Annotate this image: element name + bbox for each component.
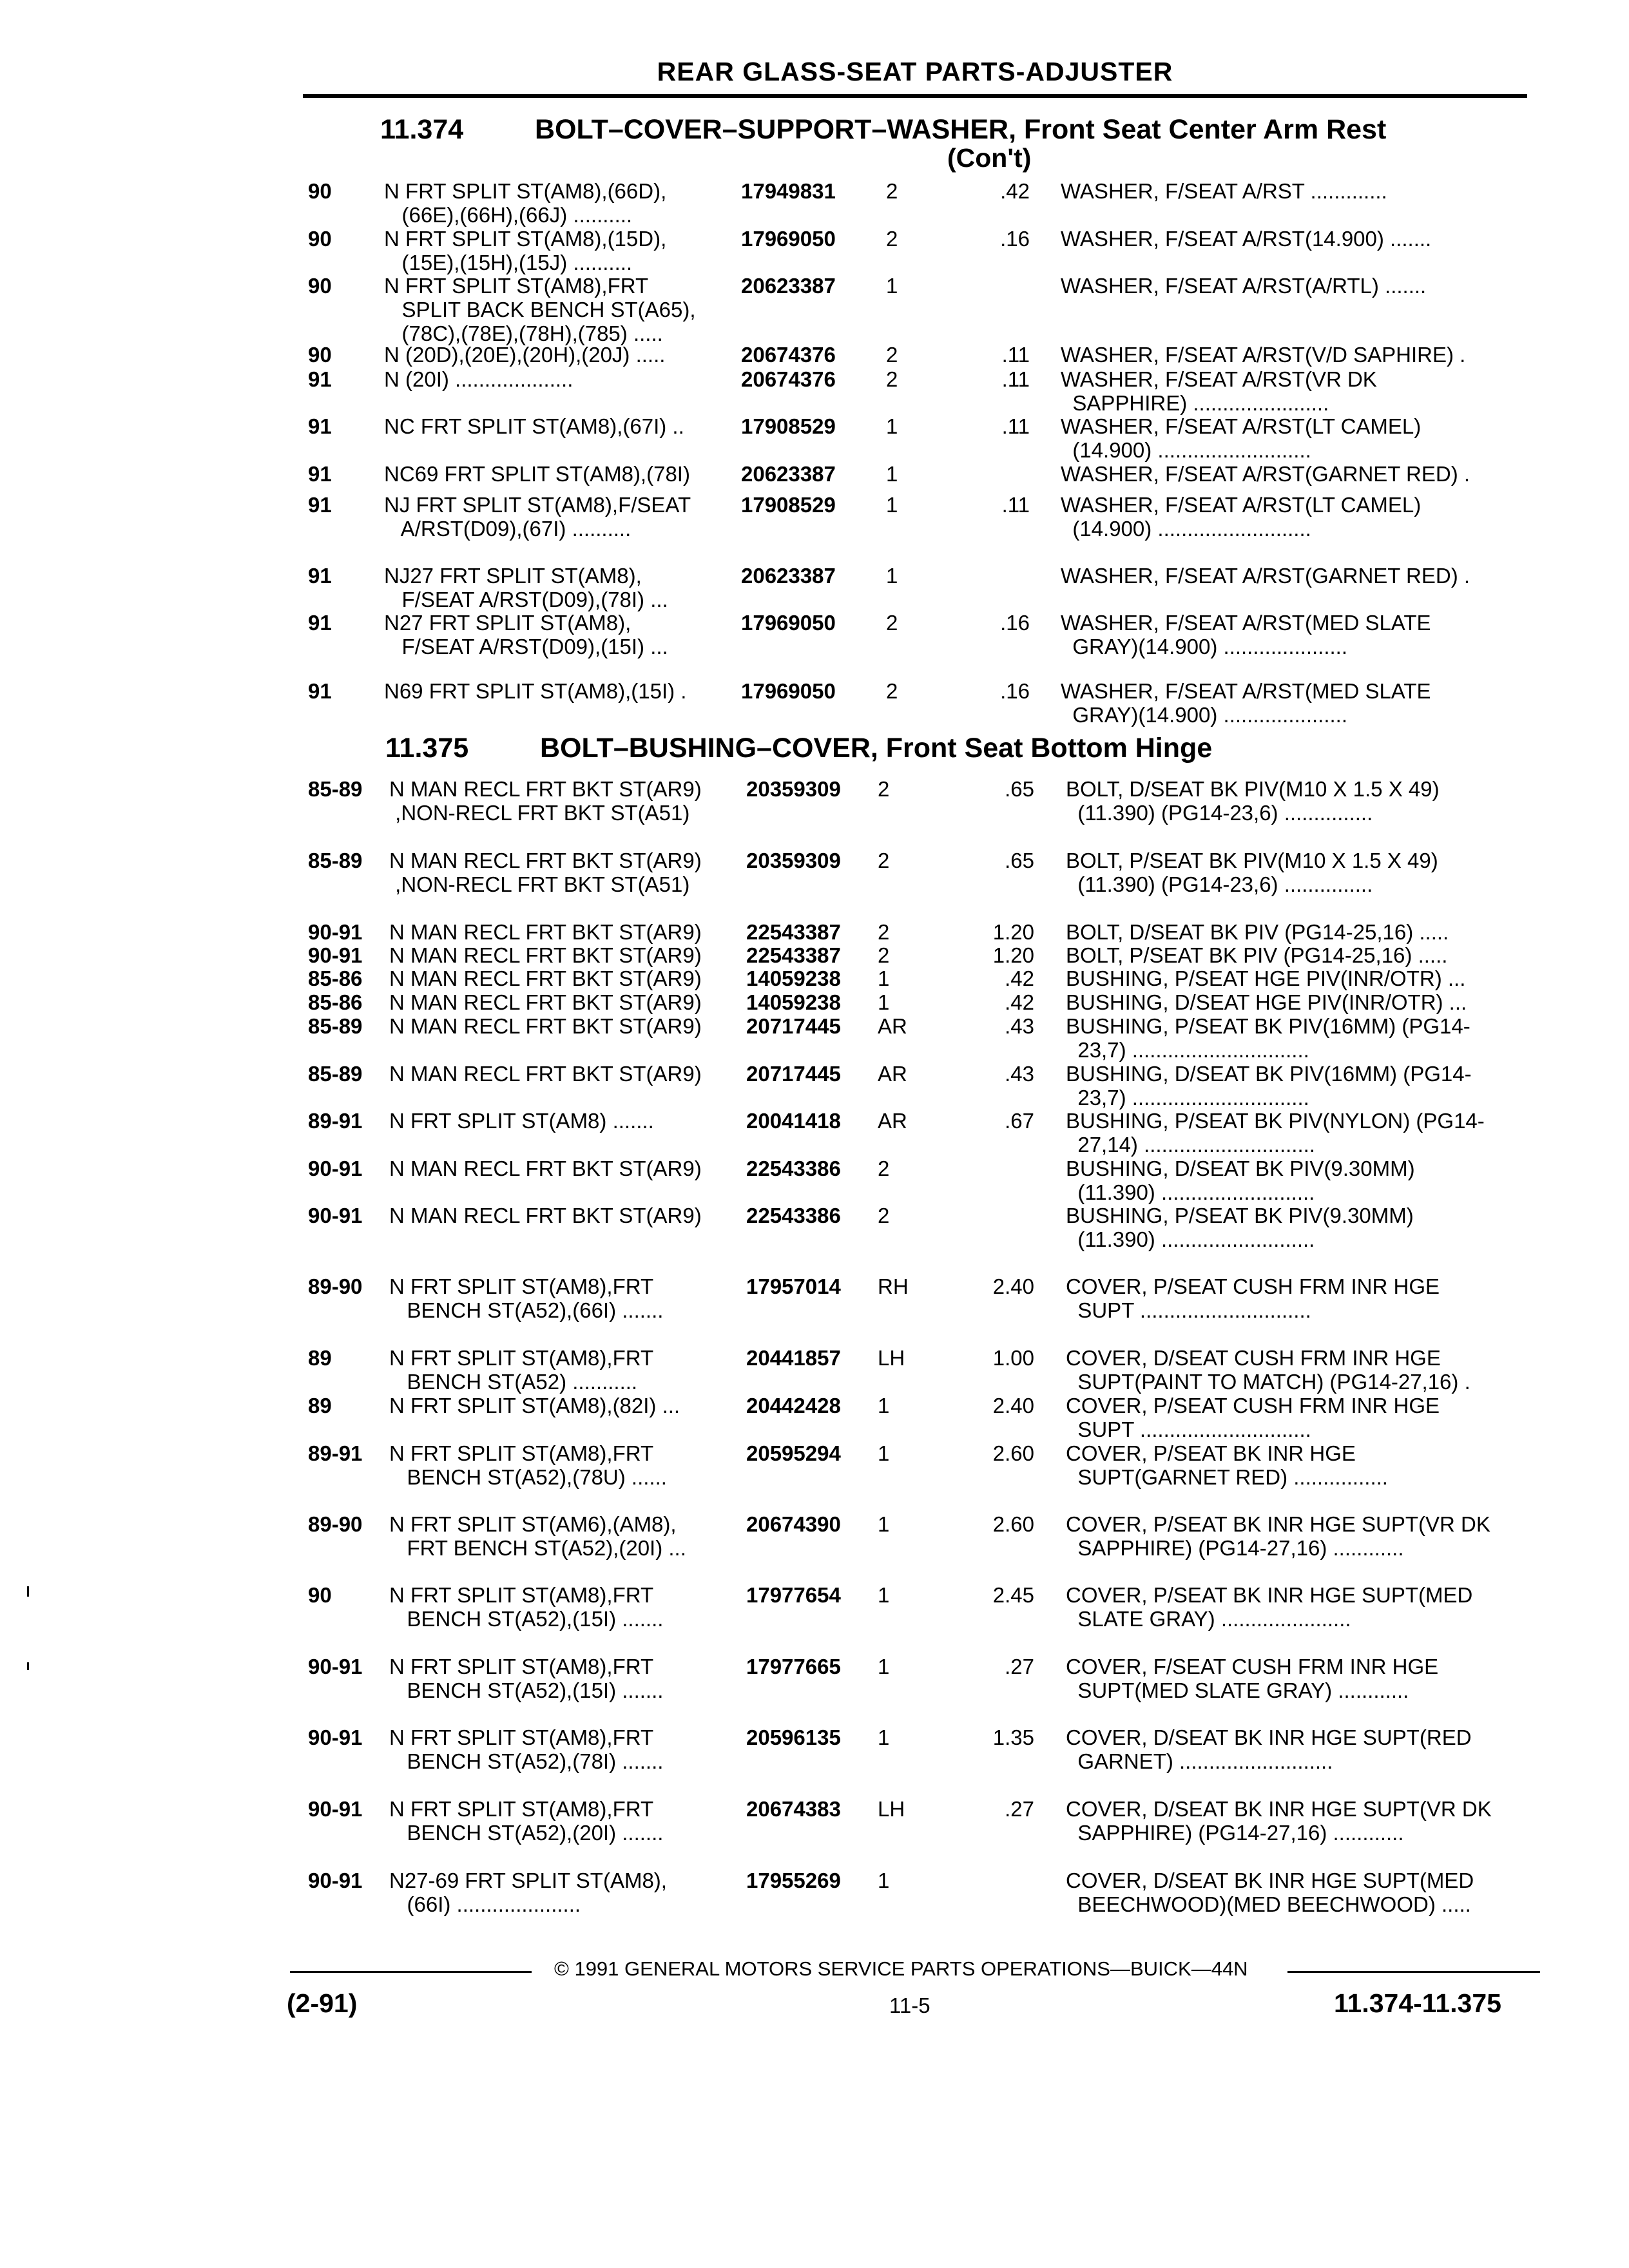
part-description: COVER, D/SEAT BK INR HGE SUPT(MED BEECHWOOD)(MED BEECHWOOD) .....: [1066, 1869, 1474, 1916]
quantity: 2: [878, 1157, 890, 1180]
quantity: 1: [878, 1869, 890, 1892]
part-description: WASHER, F/SEAT A/RST(MED SLATE GRAY)(14.900) .....................: [1061, 679, 1431, 727]
model-description: N FRT SPLIT ST(AM8),FRT BENCH ST(A52),(15I) .......: [389, 1655, 664, 1702]
part-description: WASHER, F/SEAT A/RST(LT CAMEL) (14.900) ..........................: [1061, 493, 1422, 541]
quantity: 1: [886, 414, 898, 438]
model-description: NJ FRT SPLIT ST(AM8),F/SEAT A/RST(D09),(67I) ..........: [384, 493, 691, 541]
unit-price: .27: [1005, 1797, 1034, 1821]
quantity: 2: [886, 679, 898, 703]
part-description: BUSHING, P/SEAT BK PIV(16MM) (PG14- 23,7) ..............................: [1066, 1014, 1470, 1062]
section-number: 11.375: [385, 733, 469, 764]
part-description: BOLT, P/SEAT BK PIV(M10 X 1.5 X 49) (11.390) (PG14-23,6) ...............: [1066, 849, 1438, 896]
part-description: COVER, P/SEAT BK INR HGE SUPT(VR DK SAPPHIRE) (PG14-27,16) ............: [1066, 1512, 1490, 1560]
unit-price: 1.20: [992, 920, 1034, 944]
model-description: N MAN RECL FRT BKT ST(AR9): [389, 1014, 702, 1038]
part-description: WASHER, F/SEAT A/RST(GARNET RED) .: [1061, 462, 1470, 486]
unit-price: .16: [1000, 227, 1030, 251]
model-description: N FRT SPLIT ST(AM8),FRT BENCH ST(A52),(66I) .......: [389, 1274, 664, 1322]
unit-price: 2.60: [992, 1441, 1034, 1465]
part-number: 17908529: [741, 414, 836, 438]
footer-rule-left: [290, 1971, 532, 1973]
model-year: 90-91: [308, 1655, 363, 1678]
quantity: 2: [886, 343, 898, 367]
part-description: COVER, F/SEAT CUSH FRM INR HGE SUPT(MED SLATE GRAY) ............: [1066, 1655, 1439, 1702]
quantity: 1: [878, 1725, 890, 1749]
model-description: N MAN RECL FRT BKT ST(AR9): [389, 966, 702, 990]
part-description: WASHER, F/SEAT A/RST(GARNET RED) .: [1061, 564, 1470, 588]
unit-price: .16: [1000, 679, 1030, 703]
quantity: 1: [878, 990, 890, 1014]
unit-price: .11: [1001, 367, 1030, 391]
model-year: 90: [308, 179, 332, 203]
part-description: COVER, P/SEAT BK INR HGE SUPT(GARNET RED) ................: [1066, 1441, 1388, 1489]
quantity: LH: [878, 1797, 905, 1821]
part-number: 17977665: [746, 1655, 841, 1678]
part-number: 14059238: [746, 990, 841, 1014]
model-year: 90: [308, 274, 332, 298]
part-number: 20674383: [746, 1797, 841, 1821]
part-description: COVER, P/SEAT CUSH FRM INR HGE SUPT .............................: [1066, 1394, 1440, 1441]
part-number: 20596135: [746, 1725, 841, 1749]
quantity: 1: [886, 274, 898, 298]
header-rule: [303, 94, 1527, 98]
part-number: 20442428: [746, 1394, 841, 1418]
model-description: N FRT SPLIT ST(AM8),FRT BENCH ST(A52),(78I) .......: [389, 1725, 664, 1773]
part-description: BOLT, D/SEAT BK PIV (PG14-25,16) .....: [1066, 920, 1449, 944]
model-description: N FRT SPLIT ST(AM8),FRT SPLIT BACK BENCH ST(A65), (78C),(78E),(78H),(785) .....: [384, 274, 696, 345]
part-number: 20717445: [746, 1062, 841, 1086]
model-description: N MAN RECL FRT BKT ST(AR9): [389, 990, 702, 1014]
part-description: WASHER, F/SEAT A/RST(V/D SAPHIRE) .: [1061, 343, 1466, 367]
section-subtitle: (Con't): [947, 143, 1032, 173]
model-year: 91: [308, 462, 332, 486]
model-year: 85-89: [308, 777, 363, 801]
model-description: N FRT SPLIT ST(AM6),(AM8), FRT BENCH ST(A52),(20I) ...: [389, 1512, 686, 1560]
part-number: 17969050: [741, 679, 836, 703]
model-year: 91: [308, 367, 332, 391]
part-number: 20623387: [741, 462, 836, 486]
model-year: 85-89: [308, 849, 363, 872]
quantity: 2: [878, 943, 890, 967]
unit-price: 2.40: [992, 1274, 1034, 1298]
part-number: 17957014: [746, 1274, 841, 1298]
part-number: 22543387: [746, 943, 841, 967]
unit-price: .43: [1005, 1014, 1034, 1038]
model-description: N27-69 FRT SPLIT ST(AM8), (66I) .....................: [389, 1869, 667, 1916]
unit-price: .11: [1001, 343, 1030, 367]
unit-price: .43: [1005, 1062, 1034, 1086]
quantity: 1: [878, 1441, 890, 1465]
unit-price: 1.00: [992, 1346, 1034, 1370]
model-description: NJ27 FRT SPLIT ST(AM8), F/SEAT A/RST(D09),(78I) ...: [384, 564, 668, 611]
page-header: REAR GLASS-SEAT PARTS-ADJUSTER: [657, 57, 1173, 86]
model-year: 85-86: [308, 990, 363, 1014]
model-year: 85-89: [308, 1014, 363, 1038]
model-description: N69 FRT SPLIT ST(AM8),(15I) .: [384, 679, 687, 703]
model-year: 89-91: [308, 1441, 363, 1465]
footer-page-number: 11-5: [889, 1994, 930, 2017]
model-description: N MAN RECL FRT BKT ST(AR9): [389, 1157, 702, 1180]
quantity: 1: [878, 1583, 890, 1607]
part-description: COVER, D/SEAT CUSH FRM INR HGE SUPT(PAINT TO MATCH) (PG14-27,16) .: [1066, 1346, 1470, 1394]
part-number: 20674376: [741, 343, 836, 367]
quantity: 1: [878, 1394, 890, 1418]
part-number: 17969050: [741, 611, 836, 635]
model-description: N MAN RECL FRT BKT ST(AR9): [389, 1062, 702, 1086]
quantity: 1: [886, 493, 898, 517]
footer-section-range: 11.374-11.375: [1334, 1988, 1501, 2018]
model-year: 90: [308, 343, 332, 367]
part-description: WASHER, F/SEAT A/RST(LT CAMEL) (14.900) ..........................: [1061, 414, 1422, 462]
part-number: 17977654: [746, 1583, 841, 1607]
unit-price: 2.60: [992, 1512, 1034, 1536]
part-description: BUSHING, P/SEAT BK PIV(9.30MM) (11.390) ..........................: [1066, 1204, 1414, 1251]
part-description: BUSHING, P/SEAT HGE PIV(INR/OTR) ...: [1066, 966, 1466, 990]
quantity: AR: [878, 1109, 907, 1133]
model-year: 85-86: [308, 966, 363, 990]
unit-price: 1.35: [992, 1725, 1034, 1749]
model-year: 90-91: [308, 1797, 363, 1821]
model-description: N MAN RECL FRT BKT ST(AR9): [389, 1204, 702, 1227]
model-description: N MAN RECL FRT BKT ST(AR9): [389, 943, 702, 967]
model-year: 90-91: [308, 943, 363, 967]
quantity: 2: [886, 179, 898, 203]
part-description: BUSHING, P/SEAT BK PIV(NYLON) (PG14- 27,14) .............................: [1066, 1109, 1485, 1157]
part-description: COVER, D/SEAT BK INR HGE SUPT(VR DK SAPPHIRE) (PG14-27,16) ............: [1066, 1797, 1492, 1845]
model-year: 90: [308, 1583, 332, 1607]
part-number: 20359309: [746, 777, 841, 801]
part-description: BUSHING, D/SEAT BK PIV(16MM) (PG14- 23,7) ..............................: [1066, 1062, 1472, 1110]
model-description: N MAN RECL FRT BKT ST(AR9) ,NON-RECL FRT BKT ST(A51): [389, 777, 702, 825]
model-year: 90-91: [308, 1869, 363, 1892]
part-number: 20717445: [746, 1014, 841, 1038]
part-description: BOLT, P/SEAT BK PIV (PG14-25,16) .....: [1066, 943, 1448, 967]
model-year: 89: [308, 1394, 332, 1418]
model-description: N FRT SPLIT ST(AM8),(15D), (15E),(15H),(15J) ..........: [384, 227, 667, 274]
model-year: 89-90: [308, 1512, 363, 1536]
part-description: COVER, P/SEAT BK INR HGE SUPT(MED SLATE GRAY) ......................: [1066, 1583, 1473, 1631]
quantity: 2: [878, 1204, 890, 1227]
model-year: 89-91: [308, 1109, 363, 1133]
quantity: RH: [878, 1274, 909, 1298]
part-number: 17969050: [741, 227, 836, 251]
quantity: 2: [886, 227, 898, 251]
part-number: 22543387: [746, 920, 841, 944]
unit-price: 2.45: [992, 1583, 1034, 1607]
model-description: NC FRT SPLIT ST(AM8),(67I) ..: [384, 414, 684, 438]
section-number: 11.374: [380, 114, 464, 145]
part-number: 20041418: [746, 1109, 841, 1133]
part-description: BUSHING, D/SEAT HGE PIV(INR/OTR) ...: [1066, 990, 1467, 1014]
quantity: 1: [886, 564, 898, 588]
quantity: 1: [886, 462, 898, 486]
part-number: 17949831: [741, 179, 836, 203]
part-number: 20359309: [746, 849, 841, 872]
quantity: LH: [878, 1346, 905, 1370]
part-number: 22543386: [746, 1157, 841, 1180]
model-description: N FRT SPLIT ST(AM8) .......: [389, 1109, 654, 1133]
part-description: BUSHING, D/SEAT BK PIV(9.30MM) (11.390) ..........................: [1066, 1157, 1415, 1204]
unit-price: .16: [1000, 611, 1030, 635]
model-year: 91: [308, 414, 332, 438]
quantity: 1: [878, 1512, 890, 1536]
model-year: 90: [308, 227, 332, 251]
unit-price: .67: [1005, 1109, 1034, 1133]
model-description: N27 FRT SPLIT ST(AM8), F/SEAT A/RST(D09),(15I) ...: [384, 611, 668, 658]
section-title: BOLT–BUSHING–COVER, Front Seat Bottom Hinge: [540, 733, 1213, 764]
part-description: WASHER, F/SEAT A/RST .............: [1061, 179, 1387, 203]
model-year: 91: [308, 679, 332, 703]
part-number: 20595294: [746, 1441, 841, 1465]
model-year: 91: [308, 493, 332, 517]
model-description: N FRT SPLIT ST(AM8),(66D), (66E),(66H),(66J) ..........: [384, 179, 667, 227]
model-year: 89-90: [308, 1274, 363, 1298]
unit-price: .42: [1005, 966, 1034, 990]
model-year: 90-91: [308, 920, 363, 944]
unit-price: 1.20: [992, 943, 1034, 967]
model-year: 91: [308, 564, 332, 588]
model-description: N FRT SPLIT ST(AM8),FRT BENCH ST(A52),(15I) .......: [389, 1583, 664, 1631]
quantity: 2: [886, 367, 898, 391]
quantity: 2: [878, 920, 890, 944]
quantity: AR: [878, 1062, 907, 1086]
part-number: 17908529: [741, 493, 836, 517]
part-description: COVER, D/SEAT BK INR HGE SUPT(RED GARNET) ..........................: [1066, 1725, 1472, 1773]
model-description: N FRT SPLIT ST(AM8),FRT BENCH ST(A52),(20I) .......: [389, 1797, 664, 1845]
quantity: AR: [878, 1014, 907, 1038]
part-number: 20623387: [741, 274, 836, 298]
scan-mark: [27, 1586, 29, 1597]
part-number: 20441857: [746, 1346, 841, 1370]
part-description: WASHER, F/SEAT A/RST(A/RTL) .......: [1061, 274, 1427, 298]
model-description: N FRT SPLIT ST(AM8),(82I) ...: [389, 1394, 680, 1418]
model-year: 85-89: [308, 1062, 363, 1086]
model-year: 90-91: [308, 1157, 363, 1180]
unit-price: .11: [1001, 493, 1030, 517]
unit-price: .65: [1005, 777, 1034, 801]
unit-price: .11: [1001, 414, 1030, 438]
quantity: 2: [886, 611, 898, 635]
part-number: 20674390: [746, 1512, 841, 1536]
model-description: N MAN RECL FRT BKT ST(AR9) ,NON-RECL FRT BKT ST(A51): [389, 849, 702, 896]
part-description: WASHER, F/SEAT A/RST(VR DK SAPPHIRE) .......................: [1061, 367, 1377, 415]
quantity: 2: [878, 849, 890, 872]
footer-rule-right: [1287, 1971, 1540, 1973]
quantity: 2: [878, 777, 890, 801]
part-description: WASHER, F/SEAT A/RST(MED SLATE GRAY)(14.900) .....................: [1061, 611, 1431, 658]
part-number: 17955269: [746, 1869, 841, 1892]
footer-date-code: (2-91): [287, 1988, 358, 2018]
part-description: WASHER, F/SEAT A/RST(14.900) .......: [1061, 227, 1432, 251]
part-number: 20674376: [741, 367, 836, 391]
scan-mark: [27, 1662, 29, 1670]
unit-price: 2.40: [992, 1394, 1034, 1418]
model-year: 89: [308, 1346, 332, 1370]
model-year: 91: [308, 611, 332, 635]
section-title: BOLT–COVER–SUPPORT–WASHER, Front Seat Center Arm Rest: [535, 114, 1387, 145]
unit-price: .65: [1005, 849, 1034, 872]
unit-price: .27: [1005, 1655, 1034, 1678]
model-description: NC69 FRT SPLIT ST(AM8),(78I): [384, 462, 690, 486]
model-description: N (20D),(20E),(20H),(20J) .....: [384, 343, 666, 367]
part-number: 22543386: [746, 1204, 841, 1227]
model-year: 90-91: [308, 1725, 363, 1749]
quantity: 1: [878, 966, 890, 990]
model-year: 90-91: [308, 1204, 363, 1227]
part-number: 14059238: [746, 966, 841, 990]
model-description: N MAN RECL FRT BKT ST(AR9): [389, 920, 702, 944]
model-description: N FRT SPLIT ST(AM8),FRT BENCH ST(A52) ...........: [389, 1346, 654, 1394]
part-description: COVER, P/SEAT CUSH FRM INR HGE SUPT .............................: [1066, 1274, 1440, 1322]
quantity: 1: [878, 1655, 890, 1678]
footer-copyright: © 1991 GENERAL MOTORS SERVICE PARTS OPERATIONS—BUICK—44N: [554, 1957, 1248, 1980]
unit-price: .42: [1000, 179, 1030, 203]
unit-price: .42: [1005, 990, 1034, 1014]
part-number: 20623387: [741, 564, 836, 588]
model-description: N (20I) ....................: [384, 367, 574, 391]
model-description: N FRT SPLIT ST(AM8),FRT BENCH ST(A52),(78U) ......: [389, 1441, 667, 1489]
part-description: BOLT, D/SEAT BK PIV(M10 X 1.5 X 49) (11.390) (PG14-23,6) ...............: [1066, 777, 1440, 825]
